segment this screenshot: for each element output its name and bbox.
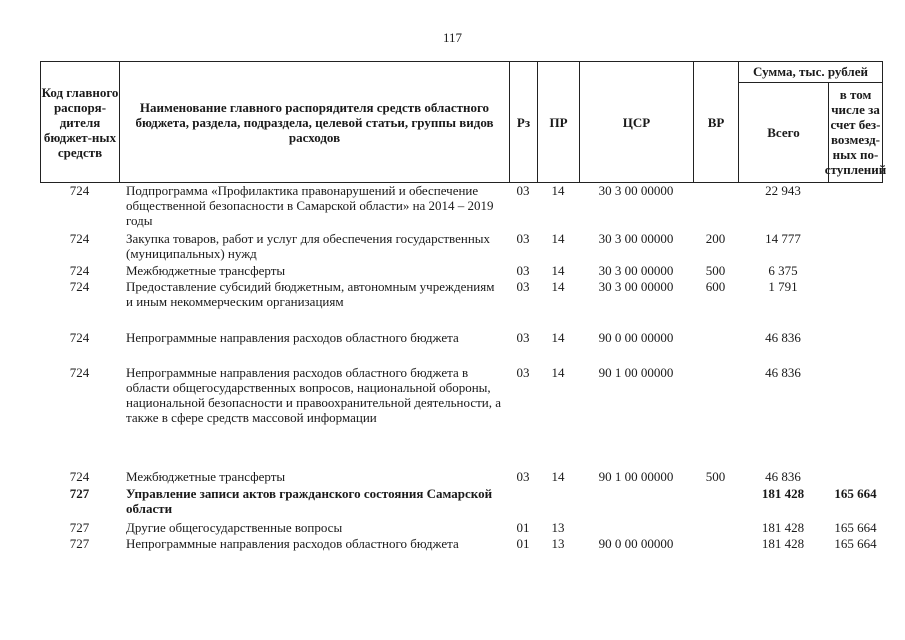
table-row <box>40 536 883 570</box>
cell-free: 165 664 <box>834 520 877 535</box>
cell-csr: 30 3 00 00000 <box>598 183 674 198</box>
table-row <box>40 263 883 279</box>
cell-kod: 724 <box>69 231 90 246</box>
table-row <box>40 469 883 486</box>
cell-vr: 500 <box>705 469 726 484</box>
cell-vr: 600 <box>705 279 726 294</box>
header-free: в том числе за счет без-возмезд-ных по-ступлений <box>824 87 887 177</box>
cell-name: Межбюджетные трансферты <box>126 263 286 278</box>
cell-pr: 14 <box>551 231 565 246</box>
cell-total: 181 428 <box>761 520 805 535</box>
cell-total: 6 375 <box>768 263 798 278</box>
cell-rz: 03 <box>516 469 530 484</box>
cell-name: Непрограммные направления расходов областного бюджета в области общегосударственных вопросов, национальной обороны, национальной безопасности и правоохранительной деятельности, а также в сфере средств массовой информации <box>126 365 501 425</box>
cell-free: 165 664 <box>834 486 877 501</box>
cell-name: Другие общегосударственные вопросы <box>126 520 343 535</box>
cell-vr: 500 <box>705 263 726 278</box>
cell-name: Непрограммные направления расходов областного бюджета <box>126 536 459 551</box>
cell-pr: 14 <box>551 469 565 484</box>
cell-rz: 03 <box>516 183 530 198</box>
header-kod: Код главного распоря-дителя бюджет-ных средств <box>41 62 120 182</box>
cell-csr: 90 0 00 00000 <box>598 536 674 551</box>
cell-pr: 14 <box>551 279 565 294</box>
table-row <box>40 520 883 536</box>
cell-rz: 03 <box>516 279 530 294</box>
header-sum: Сумма, тыс. рублей <box>739 62 882 83</box>
cell-kod: 724 <box>69 263 90 278</box>
table-row <box>40 365 883 469</box>
cell-kod: 724 <box>69 469 90 484</box>
cell-kod: 724 <box>69 183 90 198</box>
cell-name: Управление записи актов гражданского состояния Самарской области <box>126 486 493 516</box>
cell-pr: 14 <box>551 365 565 380</box>
cell-pr: 14 <box>551 263 565 278</box>
cell-rz: 01 <box>516 520 530 535</box>
cell-total: 181 428 <box>761 536 805 551</box>
header-name: Наименование главного распорядителя средств областного бюджета, раздела, подраздела, целевой статьи, группы видов расходов <box>120 62 510 182</box>
header-vr: ВР <box>694 62 739 182</box>
cell-total: 46 836 <box>765 365 801 380</box>
cell-kod: 727 <box>69 486 90 501</box>
cell-kod: 727 <box>69 520 90 535</box>
page-number: 117 <box>442 30 463 45</box>
header-rz: Рз <box>510 62 538 182</box>
cell-pr: 14 <box>551 330 565 345</box>
cell-csr: 90 0 00 00000 <box>598 330 674 345</box>
cell-total: 1 791 <box>768 279 798 294</box>
table-row <box>40 279 883 330</box>
cell-csr: 90 1 00 00000 <box>598 469 674 484</box>
cell-rz: 03 <box>516 330 530 345</box>
table-row <box>40 486 883 520</box>
cell-kod: 724 <box>69 365 90 380</box>
cell-csr: 90 1 00 00000 <box>598 365 674 380</box>
cell-total: 14 777 <box>765 231 801 246</box>
cell-name: Межбюджетные трансферты <box>126 469 286 484</box>
cell-total: 181 428 <box>761 486 805 501</box>
cell-rz: 03 <box>516 365 530 380</box>
cell-csr: 30 3 00 00000 <box>598 263 674 278</box>
cell-kod: 724 <box>69 279 90 294</box>
table-row <box>40 330 883 365</box>
cell-name: Подпрограмма «Профилактика правонарушений и обеспечение общественной безопасности в Самарской области» на 2014 – 2019 годы <box>126 183 494 228</box>
cell-rz: 03 <box>516 231 530 246</box>
budget-table <box>40 61 887 570</box>
header-csr: ЦСР <box>580 62 694 182</box>
cell-free: 165 664 <box>834 536 877 551</box>
table-header <box>40 61 887 183</box>
cell-csr: 30 3 00 00000 <box>598 279 674 294</box>
cell-total: 46 836 <box>765 469 801 484</box>
cell-name: Непрограммные направления расходов областного бюджета <box>126 330 459 345</box>
cell-rz: 03 <box>516 263 530 278</box>
cell-name: Предоставление субсидий бюджетным, автономным учреждениям и иным некоммерческим организациям <box>126 279 495 309</box>
cell-total: 22 943 <box>765 183 801 198</box>
cell-vr: 200 <box>705 231 726 246</box>
table-body <box>40 183 883 570</box>
cell-pr: 14 <box>551 183 565 198</box>
header-pr: ПР <box>538 62 580 182</box>
table-row <box>40 183 883 231</box>
table-row <box>40 231 883 263</box>
cell-name: Закупка товаров, работ и услуг для обеспечения государственных (муниципальных) нужд <box>126 231 491 261</box>
cell-pr: 13 <box>551 520 565 535</box>
header-total: Всего <box>739 82 829 182</box>
cell-pr: 13 <box>551 536 565 551</box>
cell-rz: 01 <box>516 536 530 551</box>
cell-kod: 727 <box>69 536 90 551</box>
cell-total: 46 836 <box>765 330 801 345</box>
cell-kod: 724 <box>69 330 90 345</box>
cell-csr: 30 3 00 00000 <box>598 231 674 246</box>
